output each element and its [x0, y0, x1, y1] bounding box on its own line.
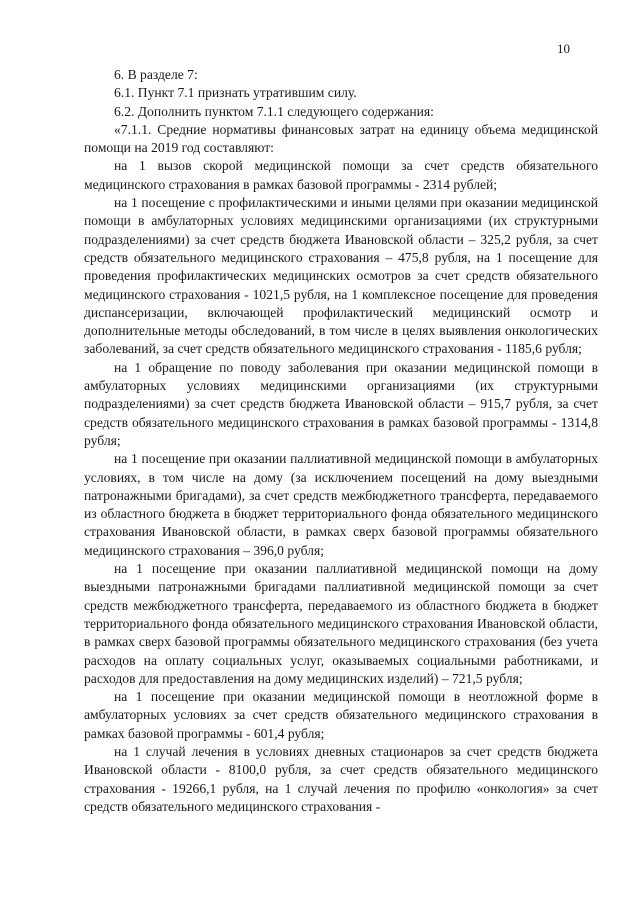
document-body: [84, 66, 598, 816]
paragraph: на 1 вызов скорой медицинской помощи за счет средств обязательного медицинского страхования в рамках базовой программы - 2314 рублей;: [84, 158, 598, 192]
page-number: 10: [557, 41, 570, 56]
paragraph: на 1 посещение при оказании паллиативной медицинской помощи на дому выездными патронажными бригадами паллиативной медицинской помощи за счет средств межбюджетного трансферта, передаваемого из областного бюджета в бюджет территориального фонда обязательного медицинского страхования Ивановской области, в рамках сверх базовой программы обязательного медицинского страхования (без учета расходов на оплату социальных услуг, оказываемых социальными работниками, и расходов для предоставления на дому медицинских изделий) – 721,5 рубля;: [84, 561, 598, 686]
paragraph: 6.1. Пункт 7.1 признать утратившим силу.: [114, 85, 357, 101]
paragraph: на 1 обращение по поводу заболевания при оказании медицинской помощи в амбулаторных условиях медицинскими организациями (их структурными подразделениями) за счет средств бюджета Ивановской области – 915,7 рубля, за счет средств обязательного медицинского страхования в рамках базовой программы - 1314,8 рубля;: [84, 359, 598, 448]
paragraph: 6. В разделе 7:: [114, 67, 198, 82]
paragraph: на 1 посещение при оказании паллиативной медицинской помощи в амбулаторных условиях, в том числе на дому (за исключением посещений на дому выездными патронажными бригадами), за счет средств межбюджетного трансферта, передаваемого из областного бюджета в бюджет территориального фонда обязательного медицинского страхования Ивановской области, в рамках сверх базовой программы обязательного медицинского страхования – 396,0 рубля;: [84, 451, 598, 558]
paragraph: 6.2. Дополнить пунктом 7.1.1 следующего содержания:: [114, 103, 434, 119]
paragraph: на 1 посещение с профилактическими и иными целями при оказании медицинской помощи в амбулаторных условиях медицинскими организациями (их структурными подразделениями) за счет средств бюджета Ивановской области – 325,2 рубля, за счет средств обязательного медицинского страхования – 475,8 рубля, на 1 посещение для проведения профилактических медицинских осмотров за счет средств обязательного медицинского страхования - 1021,5 рубля, на 1 комплексное посещение для проведения диспансеризации, включающей профилактический медицинский осмотр и дополнительные методы обследований, в том числе в целях выявления онкологических заболеваний, за счет средств обязательного медицинского страхования - 1185,6 рубля;: [84, 195, 598, 357]
paragraph: на 1 случай лечения в условиях дневных стационаров за счет средств бюджета Ивановской области - 8100,0 рубля, за счет средств обязательного медицинского страхования - 19266,1 рубля, на 1 случай лечения по профилю «онкология» за счет средств обязательного медицинского страхования -: [84, 743, 598, 814]
paragraph: на 1 посещение при оказании медицинской помощи в неотложной форме в амбулаторных условиях за счет средств обязательного медицинского страхования в рамках базовой программы - 601,4 рубля;: [84, 689, 598, 741]
paragraph: «7.1.1. Средние нормативы финансовых затрат на единицу объема медицинской помощи на 2019 год составляют:: [84, 121, 598, 156]
